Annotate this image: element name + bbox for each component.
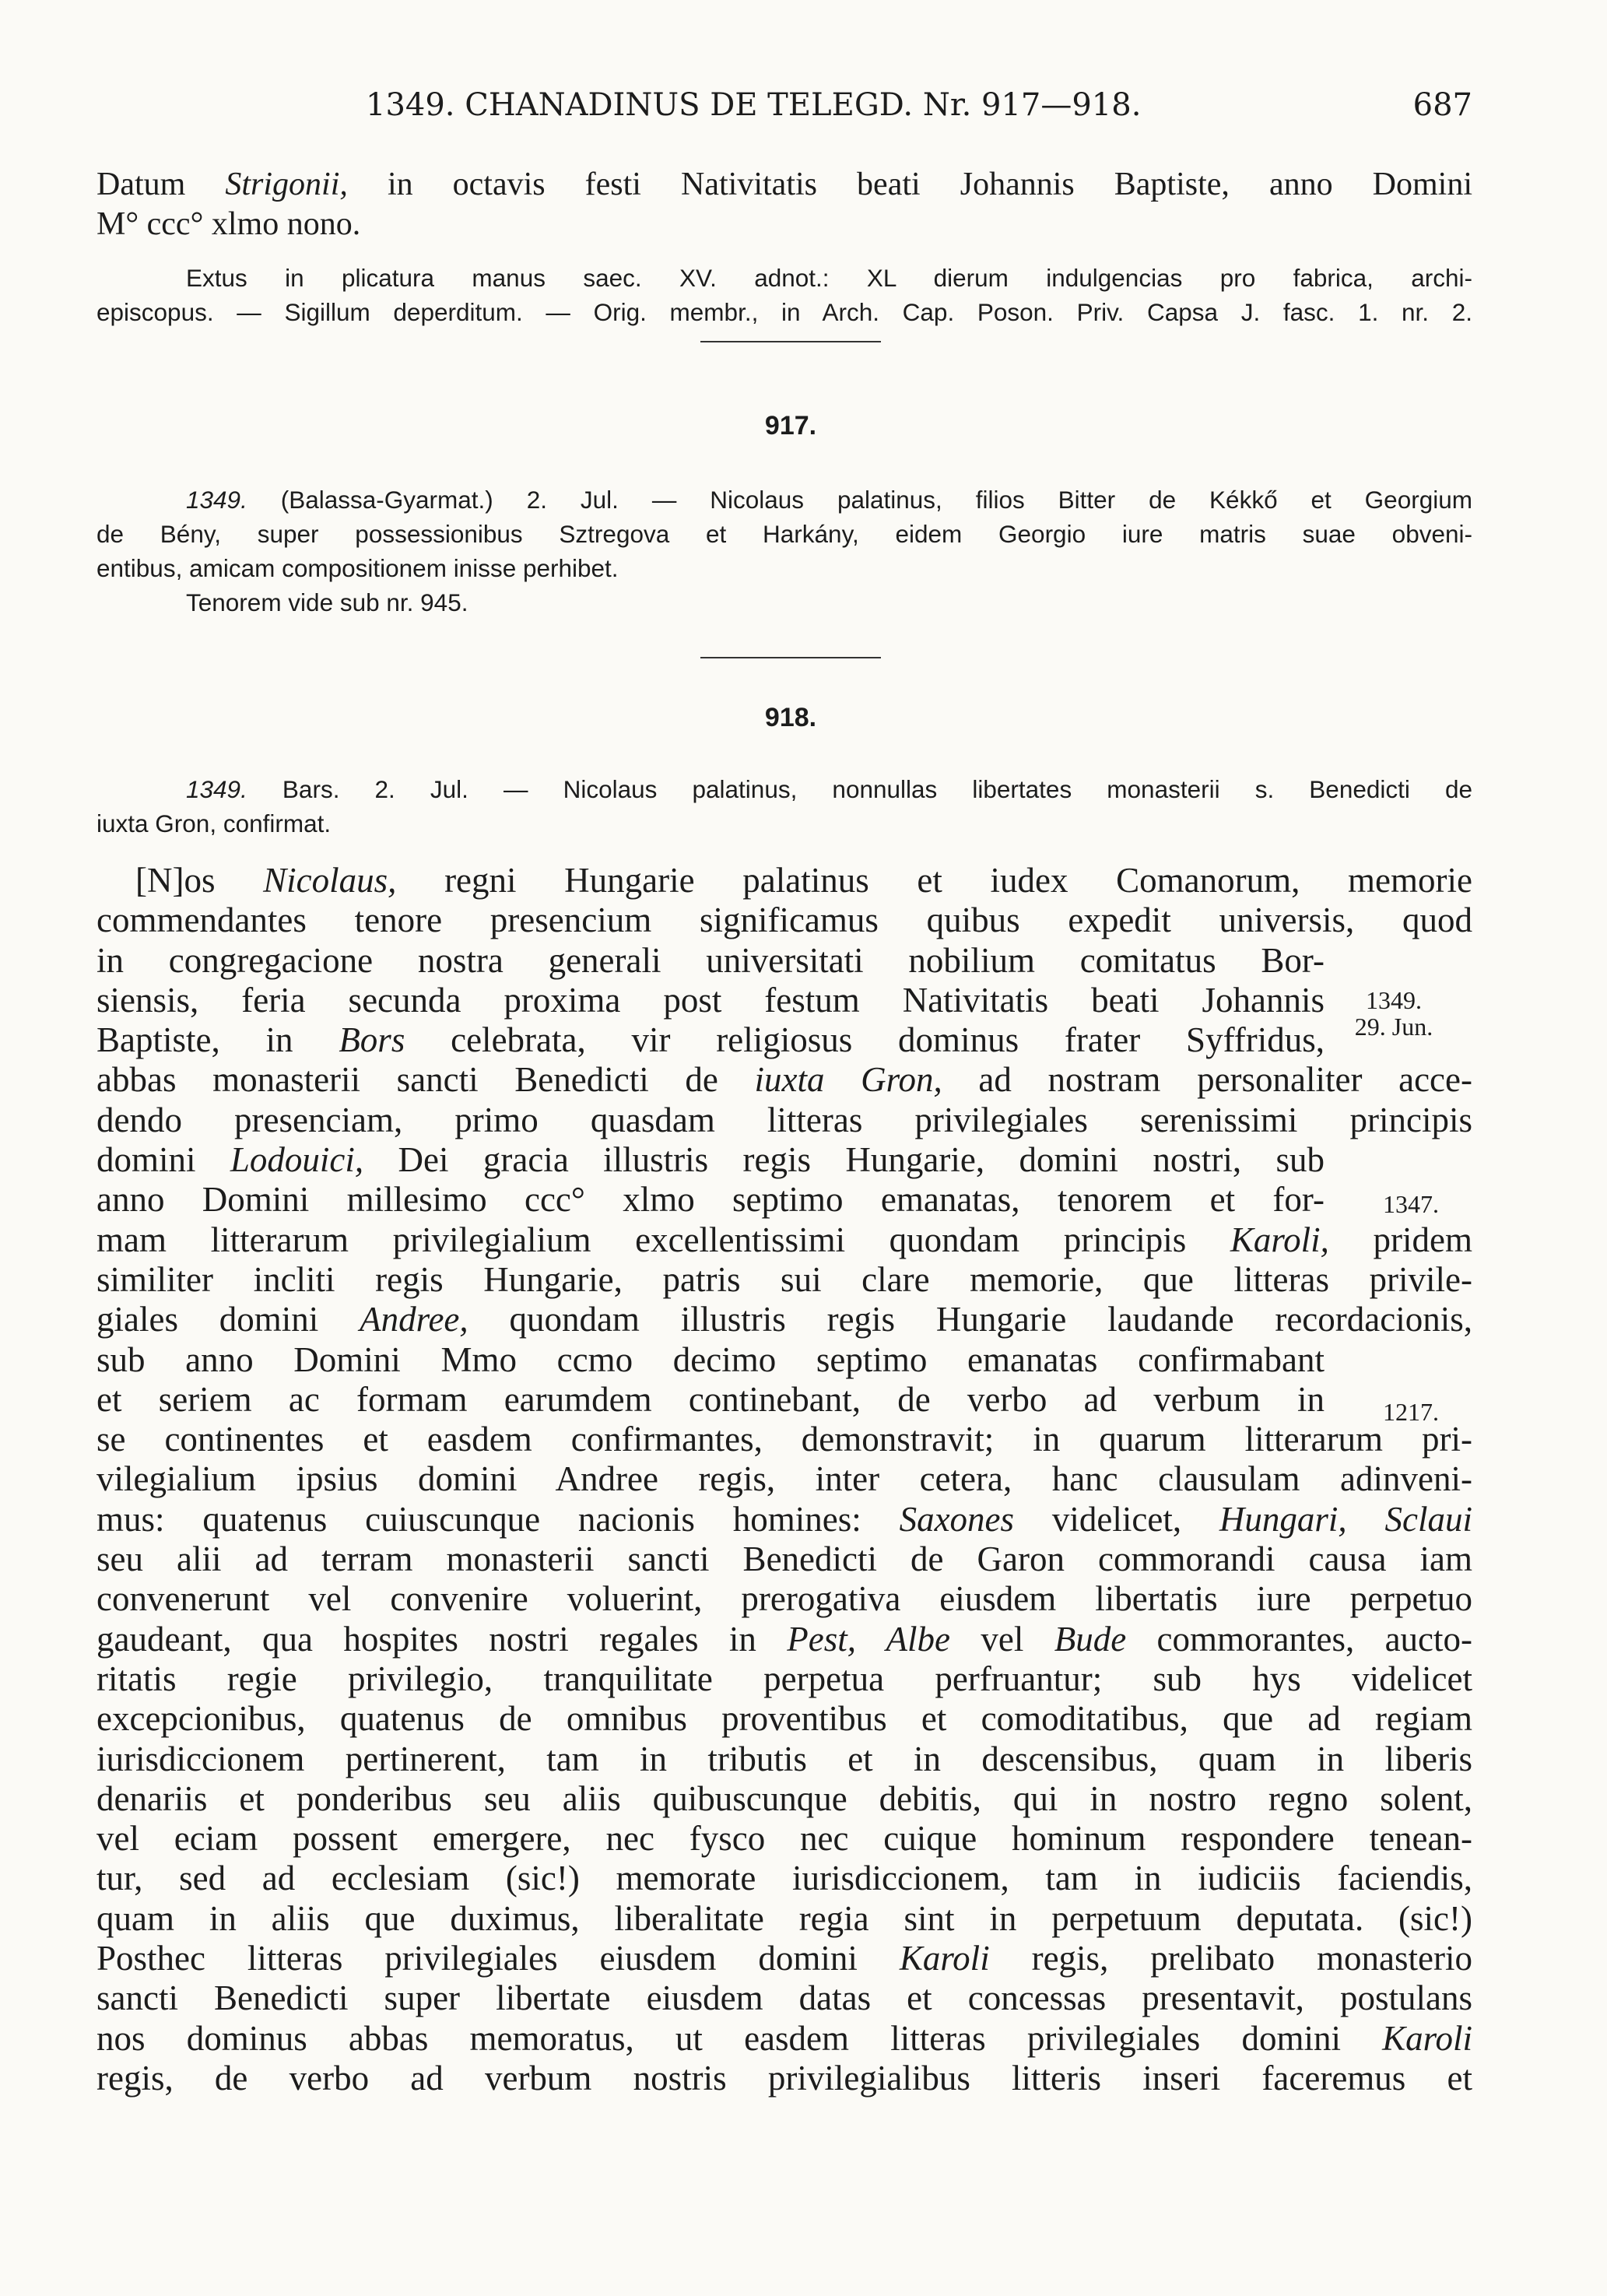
body-line: giales domini Andree, quondam illustris regis Hungarie laudande recordacionis, (96, 1300, 1472, 1339)
body-line: convenerunt vel convenire voluerint, prerogativa eiusdem libertatis iure perpetuo (96, 1579, 1472, 1619)
body-line: nos dominus abbas memoratus, ut easdem litteras privilegiales domini Karoli (96, 2018, 1472, 2058)
section-divider (700, 657, 881, 658)
body-line: mam litterarum privilegialium excellentissimi quondam principis Karoli, pridem (96, 1220, 1472, 1259)
body-line: [N]os Nicolaus, regni Hungarie palatinus et iudex Comanorum, memorie (135, 861, 1472, 900)
body-line: anno Domini millesimo ccc° xlmo septimo emanatas, tenorem et for- (96, 1180, 1325, 1220)
entry-number-917: 917. (764, 411, 817, 441)
body-line: sancti Benedicti super libertate eiusdem datas et concessas presentavit, postulans (96, 1978, 1472, 2018)
body-line: denariis et ponderibus seu aliis quibuscunque debitis, qui in nostro regno solent, (96, 1778, 1472, 1818)
body-line: excepcionibus, quatenus de omnibus proventibus et comoditatibus, que ad regiam (96, 1699, 1472, 1739)
regest-918-line-1: 1349. Bars. 2. Jul. — Nicolaus palatinus, nonnullas libertates monasterii s. Benedicti de (186, 775, 1472, 803)
regest-917-line-4: Tenorem vide sub nr. 945. (186, 588, 468, 616)
body-line: in congregacione nostra generali universitati nobilium comitatus Bor- (96, 940, 1325, 980)
extus-note (96, 261, 1472, 329)
body-line: vel eciam possent emergere, nec fysco nec cuique hominum respondere tenean- (96, 1819, 1472, 1859)
margin-date-day: 29. Jun. (1354, 1013, 1433, 1041)
body-line: vilegialium ipsius domini Andree regis, inter cetera, hanc clausulam adinveni- (96, 1459, 1472, 1499)
extus-line-1: Extus in plicatura manus saec. XV. adnot.: XL dierum indulgencias pro fabrica, archi- (186, 264, 1472, 292)
regest-917-line-2: de Bény, super possessionibus Sztregova et Harkány, eidem Georgio iure matris suae obveni- (96, 520, 1472, 548)
entry-number-918: 918. (764, 703, 817, 732)
body-line: et seriem ac formam earumdem continebant, de verbo ad verbum in (96, 1379, 1325, 1419)
margin-date-1217: 1217. (1383, 1398, 1439, 1426)
regest-917-line-3: entibus, amicam compositionem inisse perhibet. (96, 554, 619, 582)
body-line: seu alii ad terram monasterii sancti Benedicti de Garon commorandi causa iam (96, 1539, 1472, 1579)
datum-clause (96, 165, 1472, 244)
body-line: se continentes et easdem confirmantes, demonstravit; in quarum litterarum pri- (96, 1420, 1472, 1459)
extus-line-2: episcopus. — Sigillum deperditum. — Orig. membr., in Arch. Cap. Poson. Priv. Capsa J. fasc. 1. nr. 2. (96, 298, 1472, 326)
regest-917 (96, 483, 1472, 620)
body-line: similiter incliti regis Hungarie, patris sui clare memorie, que litteras privile- (96, 1259, 1472, 1299)
body-line: ritatis regie privilegio, tranquilitate perpetua perfruantur; sub hys videlicet (96, 1659, 1472, 1698)
body-line: sub anno Domini Mmo ccmo decimo septimo emanatas confirmabant (96, 1339, 1325, 1379)
margin-date-1349 (1335, 987, 1452, 1040)
body-line: Baptiste, in Bors celebrata, vir religiosus dominus frater Syffridus, (96, 1020, 1325, 1060)
margin-date-year: 1349. (1366, 986, 1422, 1014)
page-number: 687 (1412, 87, 1472, 123)
body-line: regis, de verbo ad verbum nostris privilegialibus litteris inseri faceremus et (96, 2058, 1472, 2098)
regest-918-line-2: iuxta Gron, confirmat. (96, 809, 332, 837)
datum-line-1: Datum Strigonii, in octavis festi Nativitatis beati Johannis Baptiste, anno Domini (96, 167, 1472, 202)
body-line: abbas monasterii sancti Benedicti de iuxta Gron, ad nostram personaliter acce- (96, 1060, 1472, 1100)
section-divider (700, 341, 881, 342)
body-line: Posthec litteras privilegiales eiusdem domini Karoli regis, prelibato monasterio (96, 1939, 1472, 1978)
body-line: dendo presenciam, primo quasdam litteras privilegiales serenissimi principis (96, 1100, 1472, 1139)
body-line: siensis, feria secunda proxima post festum Nativitatis beati Johannis (96, 980, 1325, 1020)
margin-date-1347: 1347. (1383, 1190, 1439, 1218)
regest-918 (96, 772, 1472, 841)
body-line: gaudeant, qua hospites nostri regales in Pest, Albe vel Bude commorantes, aucto- (96, 1619, 1473, 1659)
charter-text (96, 861, 1472, 2098)
body-line: tur, sed ad ecclesiam (sic!) memorate iurisdiccionem, tam in iudiciis faciendis, (96, 1859, 1472, 1898)
body-line: commendantes tenore presencium significamus quibus expedit universis, quod (96, 900, 1472, 940)
regest-917-line-1: 1349. (Balassa-Gyarmat.) 2. Jul. — Nicolaus palatinus, filios Bitter de Kékkő et Georgium (186, 486, 1472, 514)
header-title: 1349. CHANADINUS DE TELEGD. Nr. 917—918. (366, 87, 1142, 123)
body-line: quam in aliis que duximus, liberalitate regia sint in perpetuum deputata. (sic!) (96, 1898, 1472, 1938)
body-line: iurisdiccionem pertinerent, tam in tributis et in descensibus, quam in liberis (96, 1739, 1472, 1778)
body-line: mus: quatenus cuiuscunque nacionis homines: Saxones videlicet, Hungari, Sclaui (96, 1499, 1472, 1539)
running-header (96, 78, 1472, 132)
body-line: domini Lodouici, Dei gracia illustris regis Hungarie, domini nostri, sub (96, 1140, 1325, 1180)
datum-line-2: M° ccc° xlmo nono. (96, 206, 361, 242)
